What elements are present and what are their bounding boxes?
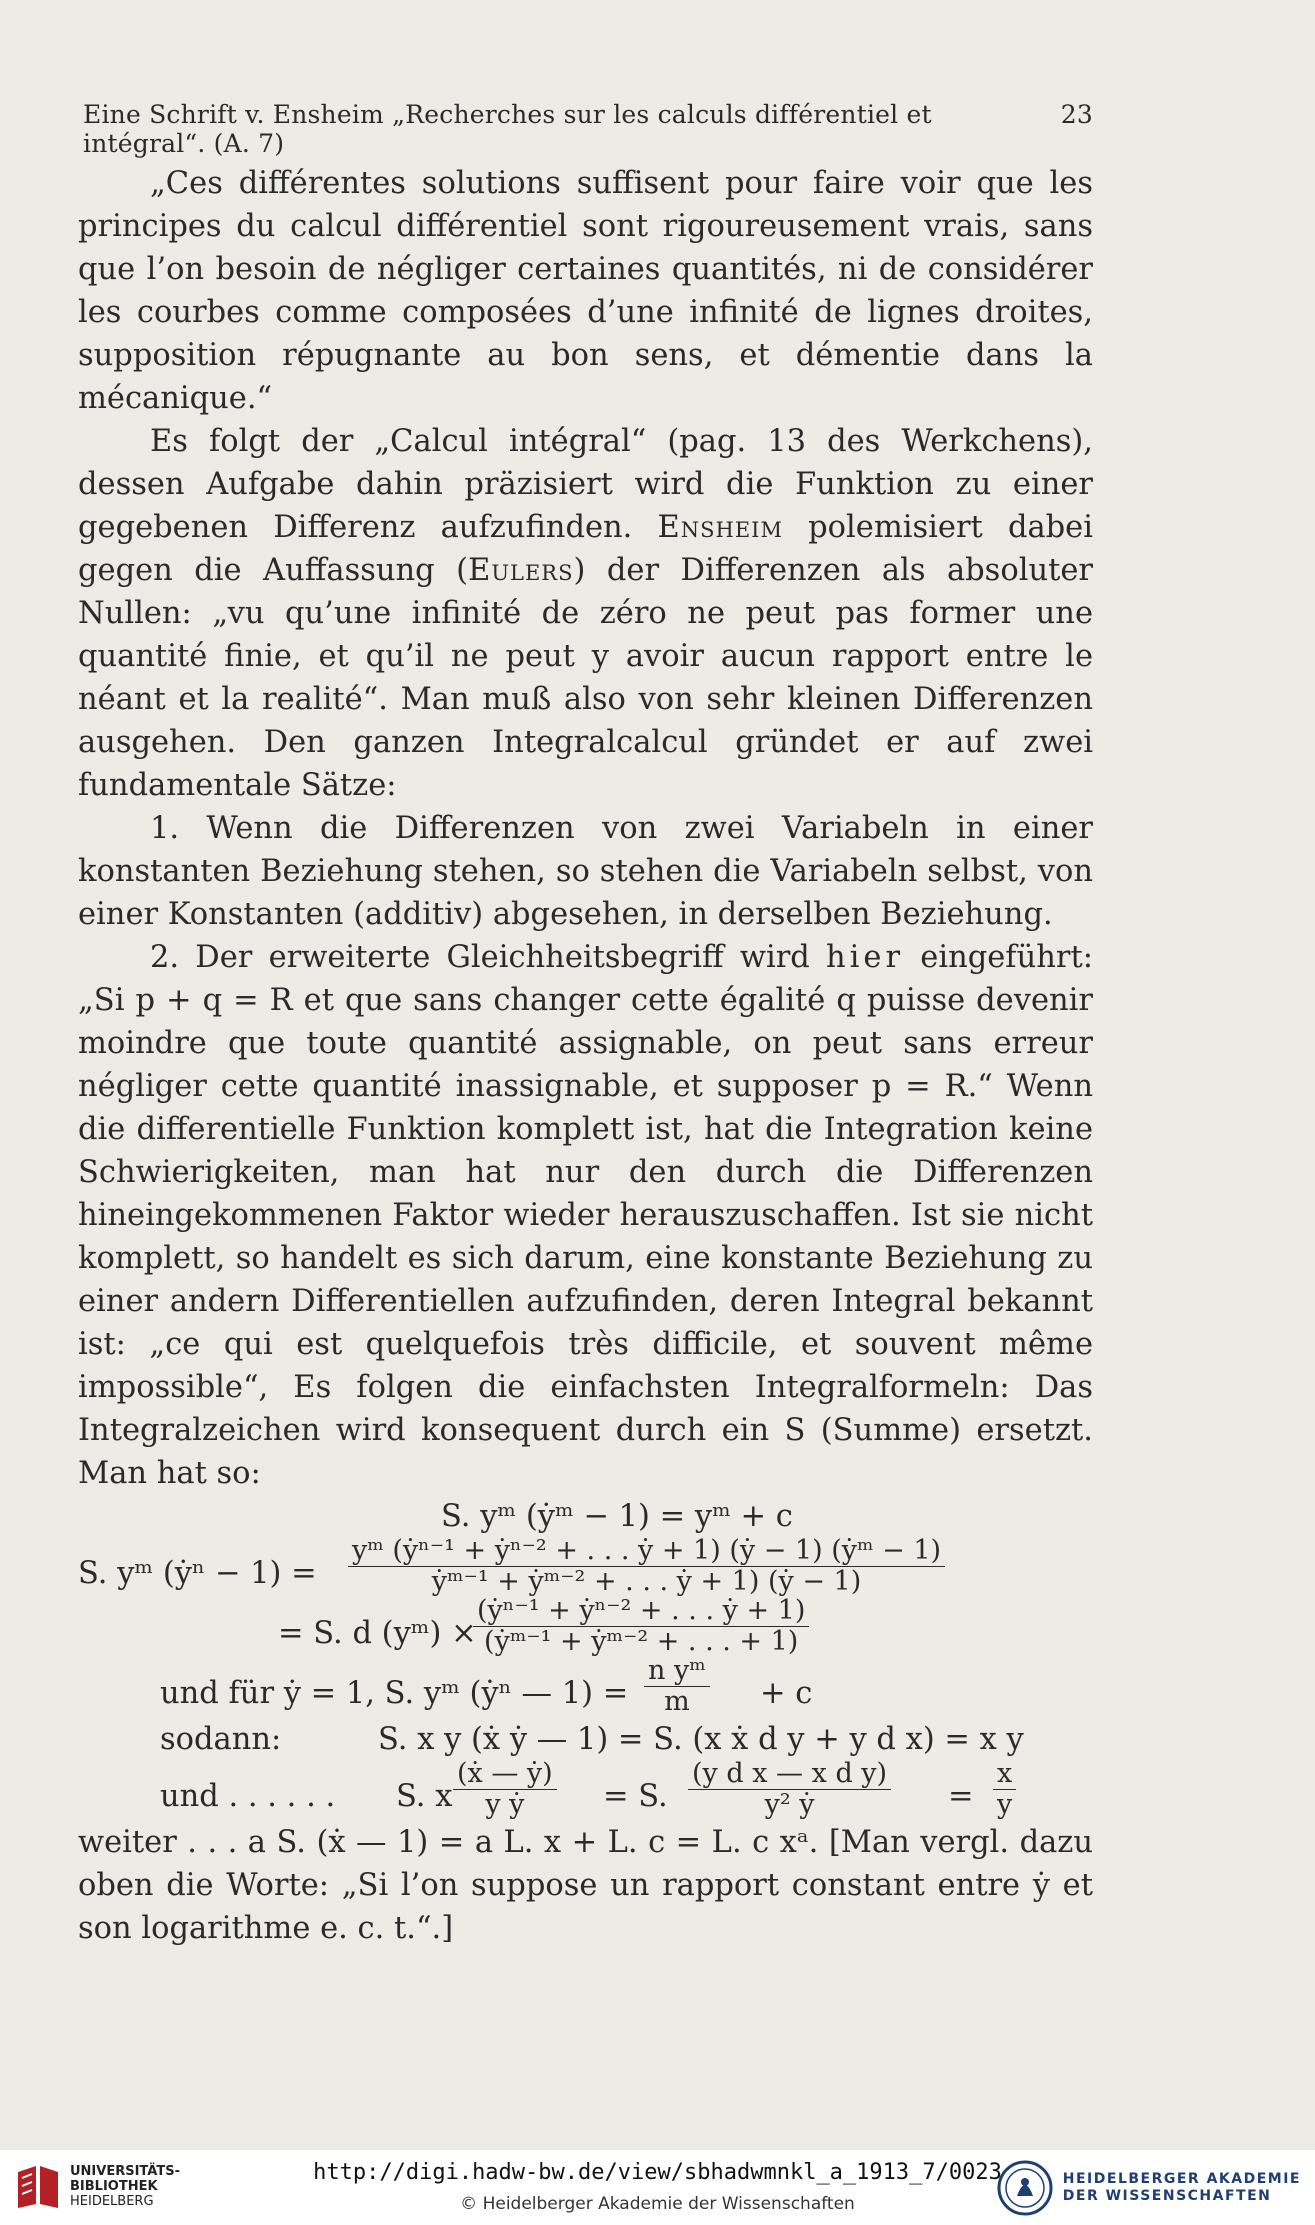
academy-logo[interactable]: [997, 2160, 1301, 2216]
formula-6: [78, 1758, 1093, 1821]
formula-text: S. x: [396, 1779, 453, 1814]
formula-text: =: [948, 1779, 974, 1814]
source-url-link[interactable]: http://digi.hadw-bw.de/view/sbhadwmnkl_a_1913_7/0023: [313, 2160, 1002, 2185]
formula-lhs: und für ẏ = 1, S. yᵐ (ẏⁿ — 1) =: [160, 1676, 629, 1711]
fraction-denominator: y: [997, 1789, 1013, 1820]
body-text: [78, 162, 1093, 1950]
fraction-numerator: (ẏⁿ⁻¹ + ẏⁿ⁻² + . . . ẏ + 1): [473, 1596, 809, 1627]
fraction-numerator: (y d x — x d y): [688, 1759, 891, 1790]
library-name-line: UNIVERSITÄTS-: [70, 2163, 180, 2179]
paragraph-text: polemisiert dabei gegen die Auffassung (: [78, 510, 1093, 588]
formula-fraction: [688, 1759, 891, 1820]
formula-lhs: S. yᵐ (ẏⁿ − 1) =: [78, 1556, 317, 1591]
formula-lhs: = S. d (yᵐ) ×: [278, 1616, 477, 1651]
paragraph-conclusion: weiter . . . a S. (ẋ — 1) = a L. x + L. c = L. c xᵃ. [Man vergl. dazu oben die Worte: „Si l’on suppose un rapport constant entre ẏ et son logarithme e. c. t.“.]: [78, 1825, 1093, 1946]
formula-fraction: [453, 1759, 557, 1820]
running-title: Eine Schrift v. Ensheim „Recherches sur les calculs différentiel et intégral“. (A. 7): [83, 100, 932, 158]
formula-2: [78, 1535, 1093, 1598]
academy-name-line: DER WISSENSCHAFTEN: [1062, 2188, 1272, 2204]
paragraph-theorem-2: [78, 936, 1093, 1495]
library-name-line: BIBLIOTHEK: [70, 2178, 158, 2194]
fraction-numerator: x: [993, 1759, 1016, 1790]
formula-text: S. x y (ẋ ẏ — 1) = S. (x ẋ d y + y d x) = x y: [378, 1722, 1024, 1757]
paragraph-quote: „Ces différentes solutions suffisent pour faire voir que les principes du calcul différentiel sont rigoureusement vrais, sans que l’on besoin de négliger certaines quantités, ni de considérer les courbes comme composées d’une infinité de lignes droites, supposition répugnante au bon sens, et démentie dans la mécanique.“: [78, 166, 1093, 416]
paragraph-text: Es folgt der „Calcul intégral“ (pag. 13 des Werkchens), dessen Aufgabe dahin präzisiert wird die Funktion zu einer gegebenen Differenz aufzufinden.: [78, 424, 1093, 545]
formula-text: S. yᵐ (ẏᵐ − 1) = yᵐ + c: [441, 1499, 793, 1534]
running-header: [83, 100, 1093, 158]
author-name-ensheim: Ensheim: [657, 510, 783, 545]
formula-3: [78, 1595, 1093, 1658]
fraction-denominator: y ẏ: [485, 1789, 525, 1820]
page-number: 23: [1060, 100, 1093, 129]
formula-fraction: [348, 1536, 945, 1597]
formula-fraction: [993, 1759, 1016, 1820]
emphasis-hier: hier: [826, 940, 905, 975]
formula-1: [78, 1495, 1093, 1538]
paragraph-text: ) der Differenzen als absoluter Nullen: „vu qu’une infinité de zéro ne peut pas former une quantité finie, et qu’il ne peut y avoir aucun rapport entre le néant et la realité“. Man muß also von sehr kleinen Differenzen ausgehen. Den ganzen Integralcalcul gründet er auf zwei fundamentale Sätze:: [78, 553, 1093, 803]
fraction-numerator: yᵐ (ẏⁿ⁻¹ + ẏⁿ⁻² + . . . ẏ + 1) (ẏ − 1) (ẏᵐ − 1): [348, 1536, 945, 1567]
paragraph-text: 2. Der erweiterte Gleichheitsbegriff wird: [150, 940, 810, 975]
fraction-numerator: (ẋ — ẏ): [453, 1759, 557, 1790]
formula-block: [78, 1495, 1093, 1821]
academy-seal-icon: [997, 2160, 1053, 2216]
paragraph-theorem-1: 1. Wenn die Differenzen von zwei Variabeln in einer konstanten Beziehung stehen, so stehen die Variabeln selbst, von einer Konstanten (additiv) abgesehen, in derselben Beziehung.: [78, 811, 1093, 932]
academy-name-line: HEIDELBERGER AKADEMIE: [1062, 2171, 1301, 2187]
formula-fraction: [644, 1656, 710, 1717]
formula-label: sodann:: [160, 1722, 282, 1757]
formula-5: [78, 1718, 1093, 1761]
author-name-euler: Eulers: [468, 553, 574, 588]
formula-fraction: [473, 1596, 809, 1657]
formula-rhs: + c: [760, 1676, 813, 1711]
fraction-numerator: n yᵐ: [644, 1656, 710, 1687]
fraction-denominator: m: [664, 1686, 690, 1717]
library-name-line: HEIDELBERG: [70, 2193, 154, 2209]
paragraph-calcul-integral: [78, 420, 1093, 807]
formula-text: = S.: [603, 1779, 668, 1814]
paragraph-text: eingeführt: „Si p + q = R et que sans changer cette égalité q puisse devenir moindre que toute quantité assignable, on peut sans erreur négliger cette quantité inassignable, et supposer p = R.“ Wenn die differentielle Funktion komplett ist, hat die Integration keine Schwierigkeiten, man hat nur den durch die Differenzen hineingekommenen Faktor wieder herauszuschaffen. Ist sie nicht komplett, so handelt es sich darum, eine konstante Beziehung zu einer andern Differentiellen aufzufinden, deren Integral bekannt ist: „ce qui est quelquefois très difficile, et souvent même impossible“, Es folgen die einfachsten Integralformeln: Das Integralzeichen wird konsequent durch ein S (Summe) ersetzt. Man hat so:: [78, 940, 1093, 1491]
copyright-notice: © Heidelberger Akademie der Wissenschaften: [460, 2194, 855, 2214]
fraction-denominator: ẏᵐ⁻¹ + ẏᵐ⁻² + . . . ẏ + 1) (ẏ − 1): [431, 1566, 862, 1597]
formula-label: und . . . . . .: [160, 1779, 336, 1814]
footer-bar: [0, 2150, 1315, 2225]
academy-name: [1063, 2171, 1301, 2205]
formula-4: [78, 1655, 1093, 1718]
fraction-denominator: (ẏᵐ⁻¹ + ẏᵐ⁻² + . . . + 1): [484, 1626, 799, 1657]
fraction-denominator: y² ẏ: [764, 1789, 815, 1820]
